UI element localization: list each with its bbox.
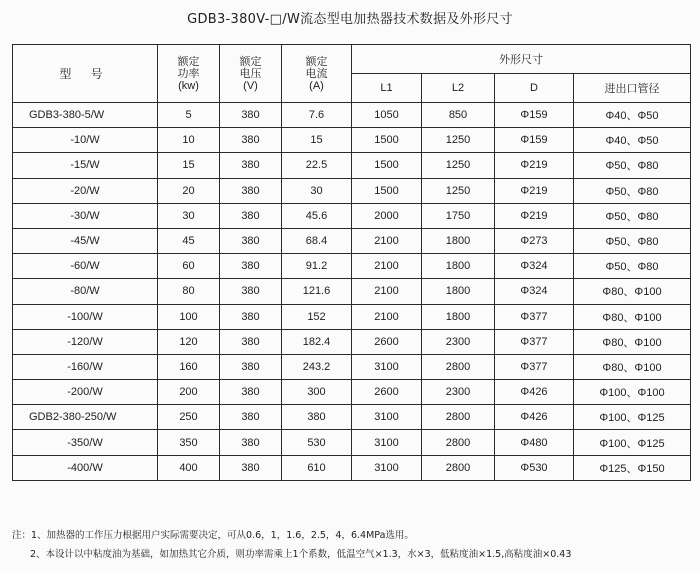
cell-voltage: 380: [220, 405, 282, 430]
cell-pipe: Φ80、Φ100: [574, 279, 691, 304]
cell-model: GDB3-380-5/W: [13, 103, 158, 128]
cell-current: 30: [282, 178, 352, 203]
cell-model: -80/W: [13, 279, 158, 304]
note-prefix: 注：: [12, 530, 32, 541]
cell-pipe: Φ50、Φ80: [574, 254, 691, 279]
cell-pipe: Φ100、Φ125: [574, 405, 691, 430]
header-current-line: 电流: [305, 67, 328, 80]
cell-voltage: 380: [220, 304, 282, 329]
cell-pipe: Φ80、Φ100: [574, 329, 691, 354]
cell-d: Φ159: [495, 103, 574, 128]
cell-l2: 850: [422, 103, 495, 128]
cell-d: Φ324: [495, 254, 574, 279]
note-text-1: 1、加热器的工作压力根据用户实际需要决定，可从0.6，1，1.6，2.5，4，6.4MPa选用。: [31, 530, 414, 541]
cell-current: 610: [282, 455, 352, 480]
cell-power: 20: [158, 178, 220, 203]
cell-l2: 1750: [422, 203, 495, 228]
cell-model: -10/W: [13, 128, 158, 153]
cell-l1: 1050: [352, 103, 422, 128]
cell-current: 15: [282, 128, 352, 153]
header-voltage-line: 额定: [239, 55, 262, 68]
cell-pipe: Φ50、Φ80: [574, 153, 691, 178]
cell-power: 100: [158, 304, 220, 329]
header-current-line: 额定: [305, 55, 328, 68]
cell-current: 121.6: [282, 279, 352, 304]
cell-d: Φ426: [495, 405, 574, 430]
cell-power: 30: [158, 203, 220, 228]
cell-current: 22.5: [282, 153, 352, 178]
cell-l1: 2100: [352, 254, 422, 279]
cell-current: 243.2: [282, 354, 352, 379]
cell-l1: 3100: [352, 455, 422, 480]
cell-l2: 1250: [422, 128, 495, 153]
page-title: GDB3-380V-□/W流态型电加热器技术数据及外形尺寸: [187, 12, 513, 27]
cell-l2: 2300: [422, 380, 495, 405]
cell-current: 68.4: [282, 228, 352, 253]
cell-l2: 2300: [422, 329, 495, 354]
cell-voltage: 380: [220, 380, 282, 405]
header-l2: L2: [422, 74, 495, 103]
cell-l1: 1500: [352, 178, 422, 203]
cell-l1: 1500: [352, 128, 422, 153]
cell-l1: 2600: [352, 380, 422, 405]
cell-model: -15/W: [13, 153, 158, 178]
header-power-unit: (kw): [178, 79, 199, 92]
cell-l1: 3100: [352, 354, 422, 379]
spec-table: [12, 44, 691, 481]
header-voltage-line: 电压: [239, 67, 262, 80]
cell-current: 300: [282, 380, 352, 405]
cell-current: 380: [282, 405, 352, 430]
table-row: [13, 153, 691, 178]
cell-power: 160: [158, 354, 220, 379]
cell-l2: 1800: [422, 254, 495, 279]
cell-power: 60: [158, 254, 220, 279]
cell-voltage: 380: [220, 455, 282, 480]
header-current-unit: (A): [309, 79, 324, 92]
cell-l1: 3100: [352, 430, 422, 455]
table-row: [13, 228, 691, 253]
cell-model: -400/W: [13, 455, 158, 480]
cell-voltage: 380: [220, 203, 282, 228]
cell-d: Φ530: [495, 455, 574, 480]
cell-power: 350: [158, 430, 220, 455]
cell-pipe: Φ50、Φ80: [574, 203, 691, 228]
cell-power: 80: [158, 279, 220, 304]
header-power-line: 额定: [177, 55, 200, 68]
table-row: [13, 254, 691, 279]
note-line-1: [12, 526, 700, 545]
cell-voltage: 380: [220, 354, 282, 379]
table-header: [13, 45, 691, 103]
cell-power: 15: [158, 153, 220, 178]
cell-model: -30/W: [13, 203, 158, 228]
cell-pipe: Φ50、Φ80: [574, 178, 691, 203]
header-dimensions: 外形尺寸: [352, 45, 691, 74]
note-text-2: 2、本设计以中粘度油为基础，如加热其它介质，则功率需乘上1个系数，低温空气×1.3，水×3，低粘度油×1.5,高粘度油×0.43: [30, 549, 572, 560]
cell-d: Φ377: [495, 354, 574, 379]
cell-d: Φ273: [495, 228, 574, 253]
cell-voltage: 380: [220, 128, 282, 153]
cell-model: -45/W: [13, 228, 158, 253]
cell-power: 45: [158, 228, 220, 253]
cell-power: 10: [158, 128, 220, 153]
table-row: [13, 279, 691, 304]
cell-power: 250: [158, 405, 220, 430]
header-power: [158, 45, 220, 103]
cell-voltage: 380: [220, 329, 282, 354]
cell-model: -160/W: [13, 354, 158, 379]
cell-current: 91.2: [282, 254, 352, 279]
cell-pipe: Φ100、Φ100: [574, 380, 691, 405]
cell-d: Φ219: [495, 178, 574, 203]
cell-current: 7.6: [282, 103, 352, 128]
cell-voltage: 380: [220, 430, 282, 455]
cell-l2: 2800: [422, 455, 495, 480]
cell-voltage: 380: [220, 103, 282, 128]
header-d: D: [495, 74, 574, 103]
cell-d: Φ480: [495, 430, 574, 455]
cell-d: Φ219: [495, 153, 574, 178]
note-line-2: [12, 545, 700, 564]
table-row: [13, 128, 691, 153]
notes: [12, 526, 700, 564]
cell-power: 200: [158, 380, 220, 405]
cell-l2: 2800: [422, 354, 495, 379]
table-row: [13, 304, 691, 329]
cell-l2: 1800: [422, 228, 495, 253]
cell-model: -20/W: [13, 178, 158, 203]
cell-l1: 3100: [352, 405, 422, 430]
header-voltage-unit: (V): [243, 79, 258, 92]
cell-pipe: Φ100、Φ125: [574, 430, 691, 455]
header-model: 型 号: [13, 45, 158, 103]
table-row: [13, 455, 691, 480]
cell-model: GDB2-380-250/W: [13, 405, 158, 430]
cell-d: Φ324: [495, 279, 574, 304]
table-body: [13, 103, 691, 481]
table-row: [13, 430, 691, 455]
table-row: [13, 178, 691, 203]
table-row: [13, 329, 691, 354]
cell-d: Φ377: [495, 329, 574, 354]
table-row: [13, 203, 691, 228]
cell-pipe: Φ40、Φ50: [574, 128, 691, 153]
cell-d: Φ219: [495, 203, 574, 228]
cell-voltage: 380: [220, 153, 282, 178]
cell-model: -60/W: [13, 254, 158, 279]
cell-pipe: Φ125、Φ150: [574, 455, 691, 480]
header-power-line: 功率: [177, 67, 200, 80]
cell-pipe: Φ80、Φ100: [574, 354, 691, 379]
cell-current: 45.6: [282, 203, 352, 228]
cell-d: Φ426: [495, 380, 574, 405]
cell-pipe: Φ40、Φ50: [574, 103, 691, 128]
cell-l1: 2100: [352, 228, 422, 253]
cell-current: 152: [282, 304, 352, 329]
table-row: [13, 405, 691, 430]
cell-voltage: 380: [220, 178, 282, 203]
cell-voltage: 380: [220, 279, 282, 304]
cell-pipe: Φ80、Φ100: [574, 304, 691, 329]
cell-l1: 2100: [352, 279, 422, 304]
cell-model: -120/W: [13, 329, 158, 354]
cell-voltage: 380: [220, 254, 282, 279]
cell-l1: 2100: [352, 304, 422, 329]
cell-model: -350/W: [13, 430, 158, 455]
cell-l2: 1800: [422, 304, 495, 329]
cell-model: -100/W: [13, 304, 158, 329]
cell-d: Φ377: [495, 304, 574, 329]
cell-l1: 2600: [352, 329, 422, 354]
cell-l2: 2800: [422, 405, 495, 430]
table-row: [13, 354, 691, 379]
cell-current: 530: [282, 430, 352, 455]
cell-pipe: Φ50、Φ80: [574, 228, 691, 253]
cell-power: 5: [158, 103, 220, 128]
cell-voltage: 380: [220, 228, 282, 253]
header-voltage: [220, 45, 282, 103]
cell-model: -200/W: [13, 380, 158, 405]
table-row: [13, 380, 691, 405]
cell-l1: 1500: [352, 153, 422, 178]
header-current: [282, 45, 352, 103]
cell-power: 400: [158, 455, 220, 480]
table-row: [13, 103, 691, 128]
cell-current: 182.4: [282, 329, 352, 354]
cell-l2: 1250: [422, 178, 495, 203]
header-l1: L1: [352, 74, 422, 103]
cell-l2: 2800: [422, 430, 495, 455]
cell-d: Φ159: [495, 128, 574, 153]
cell-l2: 1250: [422, 153, 495, 178]
cell-l1: 2000: [352, 203, 422, 228]
cell-power: 120: [158, 329, 220, 354]
header-pipe: 进出口管径: [574, 74, 691, 103]
cell-l2: 1800: [422, 279, 495, 304]
